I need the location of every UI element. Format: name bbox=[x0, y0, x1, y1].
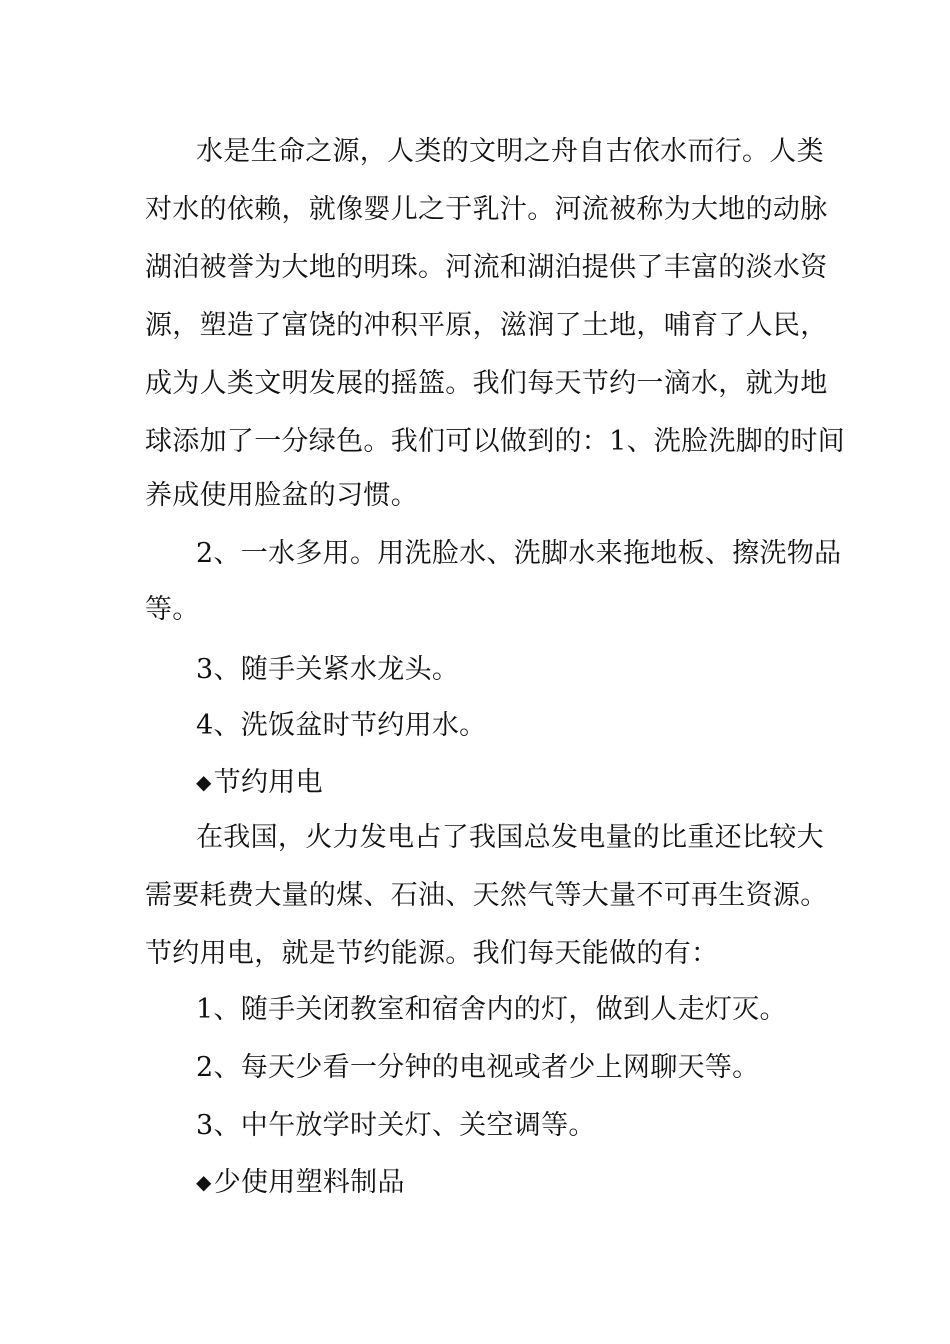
paragraph-line: 节约用电，就是节约能源。我们每天能做的有： bbox=[145, 938, 719, 969]
paragraph-line: 需要耗费大量的煤、石油、天然气等大量不可再生资源。 bbox=[145, 880, 828, 911]
section-heading-text: 节约用电 bbox=[213, 767, 323, 798]
diamond-bullet-icon: ◆ bbox=[196, 1170, 212, 1194]
list-item-line: 3、中午放学时关灯、关空调等。 bbox=[196, 1110, 596, 1141]
paragraph-line: 源，塑造了富饶的冲积平原，滋润了土地，哺育了人民， bbox=[145, 310, 828, 341]
list-item-line: 等。 bbox=[145, 594, 200, 625]
paragraph-line: 湖泊被誉为大地的明珠。河流和湖泊提供了丰富的淡水资 bbox=[145, 252, 828, 283]
paragraph-line: 养成使用脸盆的习惯。 bbox=[145, 480, 418, 511]
paragraph-line: 水是生命之源，人类的文明之舟自古依水而行。人类 bbox=[196, 136, 824, 167]
list-item-line: 1、随手关闭教室和宿舍内的灯，做到人走灯灭。 bbox=[196, 994, 787, 1025]
paragraph-line: 对水的依赖，就像婴儿之于乳汁。河流被称为大地的动脉 bbox=[145, 194, 828, 225]
diamond-bullet-icon: ◆ bbox=[196, 770, 212, 794]
paragraph-line: 在我国，火力发电占了我国总发电量的比重还比较大 bbox=[196, 822, 824, 853]
section-heading bbox=[196, 1164, 866, 1201]
paragraph-line: 成为人类文明发展的摇篮。我们每天节约一滴水，就为地 bbox=[145, 368, 828, 399]
section-heading bbox=[196, 764, 866, 801]
list-item-line: 4、洗饭盆时节约用水。 bbox=[196, 710, 487, 741]
section-heading-text: 少使用塑料制品 bbox=[213, 1167, 405, 1198]
list-item-line: 2、每天少看一分钟的电视或者少上网聊天等。 bbox=[196, 1052, 760, 1083]
list-item-line: 3、随手关紧水龙头。 bbox=[196, 654, 460, 685]
paragraph-line: 球添加了一分绿色。我们可以做到的：1、洗脸洗脚的时间 bbox=[145, 426, 845, 457]
list-item-line: 2、一水多用。用洗脸水、洗脚水来拖地板、擦洗物品 bbox=[196, 538, 842, 569]
